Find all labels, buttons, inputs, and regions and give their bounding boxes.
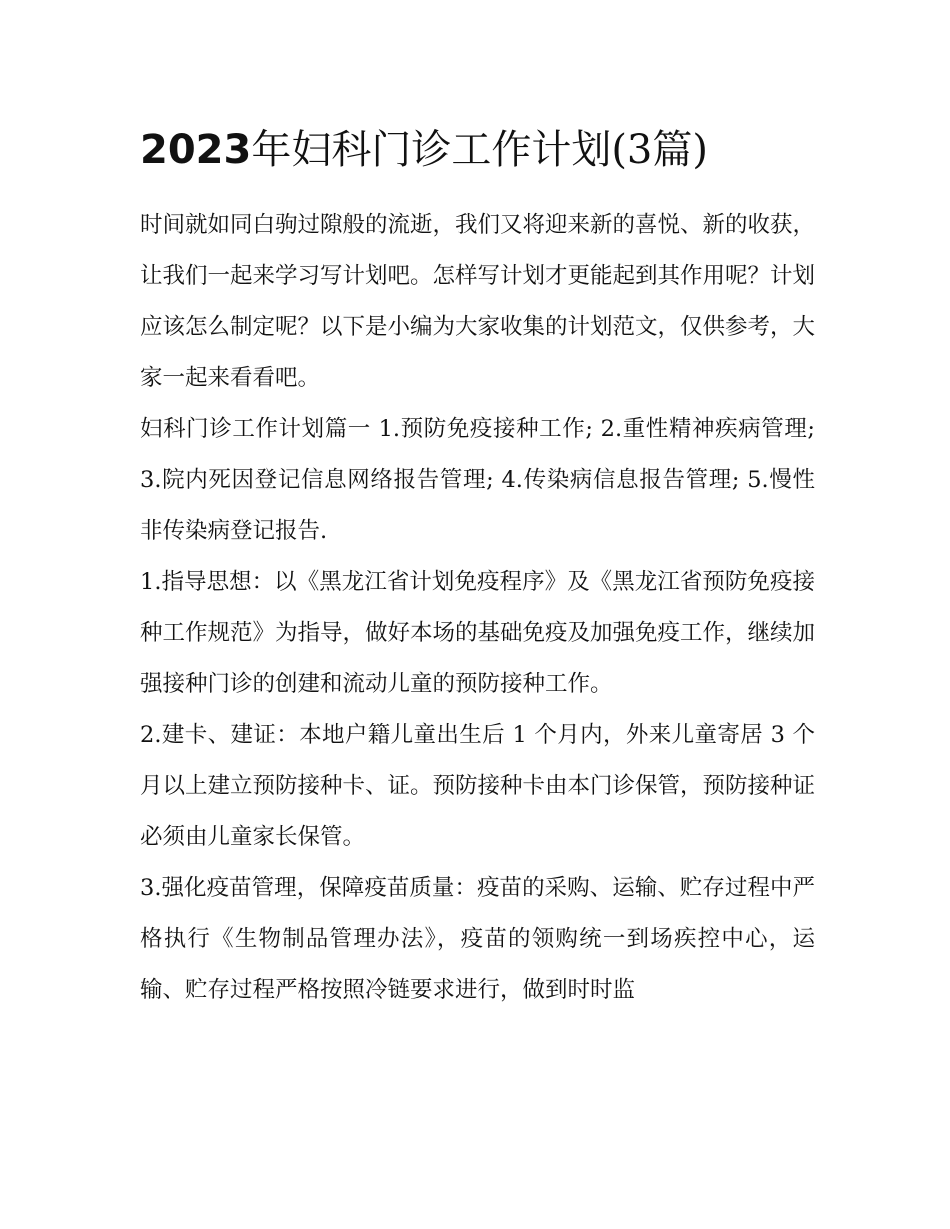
paragraph-intro: 时间就如同白驹过隙般的流逝，我们又将迎来新的喜悦、新的收获，让我们一起来学习写计划吧。怎样写计划才更能起到其作用呢？计划应该怎么制定呢？以下是小编为大家收集的计划范文，仅供参考，大家一起来看看吧。 [140,212,816,391]
document-body [140,118,815,1016]
paragraph-vaccine-management: 3.强化疫苗管理，保障疫苗质量：疫苗的采购、运输、贮存过程中严格执行《生物制品管理办法》，疫苗的领购统一到场疾控中心，运输、贮存过程严格按照冷链要求进行，做到时时监 [140,875,815,1003]
paragraph-guiding-thought: 1.指导思想：以《黑龙江省计划免疫程序》及《黑龙江省预防免疫接种工作规范》为指导，做好本场的基础免疫及加强免疫工作，继续加强接种门诊的创建和流动儿童的预防接种工作。 [140,569,816,697]
title-text: 年妇科门诊工作计划(3篇) [251,127,708,173]
title-year: 2023 [140,127,252,173]
paragraph-card-certificate: 2.建卡、建证：本地户籍儿童出生后 1 个月内，外来儿童寄居 3 个月以上建立预防接种卡、证。预防接种卡由本门诊保管，预防接种证必须由儿童家长保管。 [140,722,816,850]
paragraph-plan-overview: 妇科门诊工作计划篇一 1.预防免疫接种工作; 2.重性精神疾病管理; 3.院内死因登记信息网络报告管理; 4.传染病信息报告管理; 5.慢性非传染病登记报告. [140,416,815,544]
document-title [140,118,815,182]
